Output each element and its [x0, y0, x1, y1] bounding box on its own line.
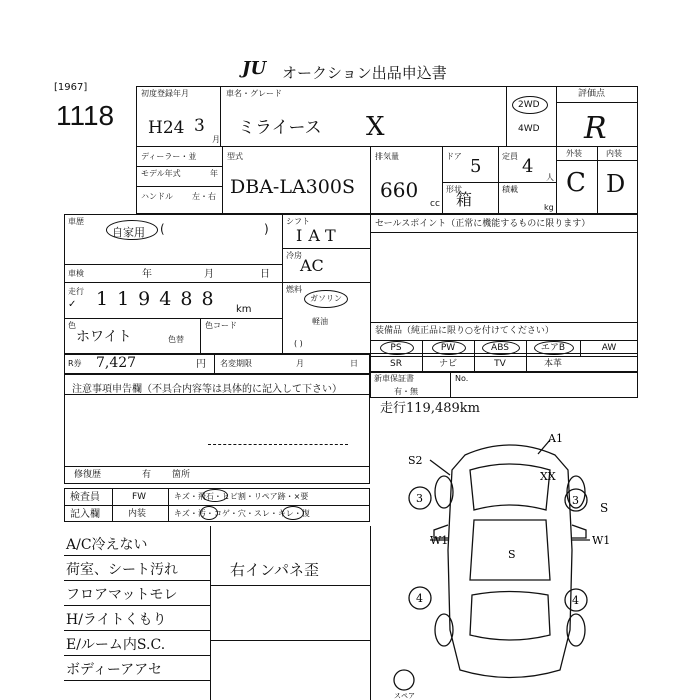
divider — [64, 318, 282, 319]
mark-4-left: 4 — [416, 592, 423, 605]
interior-value: D — [606, 170, 626, 198]
mark-xx: XX — [540, 470, 556, 483]
first-reg-unit: 月 — [212, 135, 220, 144]
mileage-value: 119488 — [96, 288, 223, 310]
displacement-value: 660 — [380, 178, 419, 202]
exterior-label: 外装 — [566, 149, 582, 158]
grade-score-value: R — [584, 111, 607, 146]
note-line-6: ボディーアアセ — [66, 662, 163, 678]
divider — [64, 555, 210, 556]
mark-w1-left: W1 — [430, 534, 449, 547]
fuel-value: ガソリン — [310, 294, 342, 303]
fuel-alt: 軽油 — [312, 317, 328, 326]
divider — [112, 488, 113, 522]
lot-code: [1967] — [54, 82, 88, 93]
usage-paren-close: ) — [264, 222, 269, 236]
usage-value: 自家用 — [112, 226, 145, 239]
shape-label: 形状 — [446, 185, 462, 194]
capacity-unit: 人 — [546, 173, 554, 182]
lot-number: 1118 — [56, 100, 115, 131]
sales-points-label: セールスポイント（正常に機能するものに限ります） — [375, 219, 591, 229]
repair-label: 修復歴 — [74, 470, 102, 480]
divider — [64, 655, 210, 656]
fuel-paren: ( ) — [294, 339, 303, 348]
inspection-label: 車検 — [68, 269, 84, 278]
load-unit: kg — [544, 203, 554, 212]
divider — [442, 182, 556, 183]
divider — [64, 680, 210, 681]
drive-4wd: 4WD — [518, 124, 540, 134]
first-reg-label: 初度登録年月 — [141, 89, 189, 98]
note-line-1: A/C冷えない — [66, 537, 148, 553]
logo: JU — [242, 58, 267, 79]
divider — [556, 102, 638, 103]
cooling-label: 冷房 — [286, 251, 302, 260]
note-line-5: E/ルーム内S.C. — [66, 637, 166, 653]
divider — [64, 630, 210, 631]
divider — [370, 356, 638, 357]
mark-stone-circle — [202, 489, 228, 502]
divider — [200, 318, 201, 354]
mileage-label: 走行 — [68, 287, 84, 296]
divider — [210, 526, 211, 700]
exterior-value: C — [566, 168, 586, 198]
mark-dirty-circle — [200, 506, 218, 520]
drive-2wd: 2WD — [518, 100, 540, 110]
divider — [64, 394, 370, 395]
equip-leather: 本革 — [543, 359, 562, 369]
model-value: DBA-LA300S — [230, 176, 355, 198]
divider — [498, 146, 499, 214]
equip-aw: AW — [601, 343, 617, 353]
equip-abs: ABS — [491, 343, 509, 353]
model-year-label: モデル年式 — [141, 169, 181, 178]
divider — [64, 264, 282, 265]
divider — [282, 282, 370, 283]
equip-ps: PS — [390, 343, 402, 353]
mark-s-mid: S — [508, 548, 516, 561]
notes-label: 注意事項申告欄（不具合内容等は具体的に記入して下さい） — [72, 384, 342, 395]
mark-s2: S2 — [408, 454, 423, 467]
spare-tire-circle — [394, 670, 414, 690]
model-year-unit: 年 — [210, 169, 218, 178]
divider — [210, 585, 370, 586]
doors-value: 5 — [470, 156, 482, 177]
mark-3-left: 3 — [416, 492, 423, 505]
divider — [556, 86, 557, 214]
color-hue-label: 色替 — [168, 335, 184, 344]
handle-opts: 左・右 — [192, 192, 216, 201]
cooling-value: AC — [300, 256, 324, 275]
inspector-label: 検査員 — [70, 492, 100, 503]
mileage-unit: km — [236, 304, 252, 315]
equip-airbag: エアB — [540, 343, 566, 353]
right-note: 右インパネ歪 — [230, 561, 319, 579]
mark-4-right: 4 — [572, 594, 579, 607]
divider — [64, 466, 370, 467]
car-grade-value: X — [366, 112, 385, 142]
usage-label: 車歴 — [68, 217, 84, 226]
equip-tv: TV — [494, 359, 506, 369]
shift-label: シフト — [286, 217, 310, 226]
color-value: ホワイト — [76, 329, 132, 345]
divider — [136, 186, 222, 187]
note-line-4: H/ライトくもり — [66, 612, 167, 628]
divider — [370, 232, 638, 233]
model-label: 型式 — [227, 152, 243, 161]
car-name-value: ミライース — [238, 118, 322, 138]
divider — [282, 248, 370, 249]
shift-value: IAT — [296, 226, 342, 245]
transfer-month: 月 — [296, 359, 304, 368]
mark-a1: A1 — [548, 432, 563, 445]
first-reg-year: H24 — [148, 118, 185, 138]
divider — [370, 526, 371, 700]
entry-marks: キズ・汚・コゲ・穴・スレ・キレ・復 — [174, 509, 310, 518]
inspection-day: 日 — [260, 269, 270, 280]
divider — [370, 322, 638, 323]
grade-score-label: 評価点 — [578, 89, 606, 99]
inspection-year: 年 — [142, 269, 152, 280]
warranty-value: 有・無 — [394, 387, 418, 396]
mileage-check: ✓ — [68, 299, 77, 310]
entry-interior: 内装 — [128, 509, 147, 519]
inspection-month: 月 — [204, 269, 214, 280]
inspector-marks: キズ・飛石・ヒビ割・リペア跡・×要 — [174, 492, 309, 501]
usage-paren-open: ( — [160, 222, 165, 236]
divider — [370, 146, 371, 214]
first-reg-month: 3 — [194, 116, 205, 136]
r-ticket-value: 7,427 — [96, 355, 137, 371]
dealer-label: ディーラー・並 — [141, 152, 197, 161]
displacement-unit: cc — [430, 199, 440, 209]
divider — [208, 444, 348, 445]
repair-location: 箇所 — [172, 470, 191, 480]
car-diagram — [390, 430, 630, 700]
car-name-label: 車名・グレード — [226, 89, 282, 98]
equip-navi: ナビ — [438, 359, 457, 369]
divider — [64, 580, 210, 581]
divider — [210, 640, 370, 641]
divider — [136, 146, 638, 147]
transfer-label: 名変期限 — [220, 359, 252, 368]
r-ticket-label: R券 — [68, 359, 82, 368]
divider — [450, 372, 451, 398]
divider — [136, 166, 222, 167]
repair-value: 有 — [142, 470, 152, 480]
warranty-label: 新車保証書 — [374, 374, 414, 383]
capacity-label: 定員 — [502, 152, 518, 161]
r-ticket-unit: 円 — [196, 359, 206, 370]
divider — [220, 86, 221, 146]
spare-label: スペア — [394, 692, 415, 700]
fuel-label: 燃料 — [286, 285, 302, 294]
divider — [597, 146, 598, 214]
divider — [64, 282, 282, 283]
meter-note: 走行119,489km — [380, 401, 480, 416]
divider — [168, 488, 169, 522]
equip-sr: SR — [390, 359, 402, 369]
entry-label: 記入欄 — [70, 509, 100, 520]
transfer-day: 日 — [350, 359, 358, 368]
mark-scuff-circle — [282, 506, 304, 520]
capacity-value: 4 — [522, 156, 534, 177]
doors-label: ドア — [446, 152, 462, 161]
shape-value: 箱 — [456, 190, 473, 209]
load-label: 積載 — [502, 185, 518, 194]
note-line-2: 荷室、シート汚れ — [66, 562, 178, 578]
divider — [222, 146, 223, 214]
divider — [64, 505, 370, 506]
divider — [214, 354, 215, 374]
divider — [442, 146, 443, 214]
interior-label: 内装 — [606, 149, 622, 158]
equipment-label: 装備品（純正品に限り○を付けてください） — [375, 326, 554, 336]
divider — [282, 214, 283, 354]
divider — [64, 605, 210, 606]
color-label: 色 — [68, 321, 76, 330]
inspector-fw: FW — [132, 492, 147, 502]
form-title: オークション出品申込書 — [282, 64, 447, 82]
handle-label: ハンドル — [141, 192, 173, 201]
divider — [506, 86, 507, 146]
mark-s: S — [600, 501, 609, 515]
note-line-3: フロアマットモレ — [66, 587, 178, 603]
mark-w1-right: W1 — [592, 534, 611, 547]
mark-3-right: 3 — [572, 494, 579, 507]
displacement-label: 排気量 — [375, 152, 399, 161]
color-code-label: 色コード — [205, 321, 237, 330]
equip-pw: PW — [440, 343, 456, 353]
warranty-no-label: No. — [455, 374, 469, 383]
